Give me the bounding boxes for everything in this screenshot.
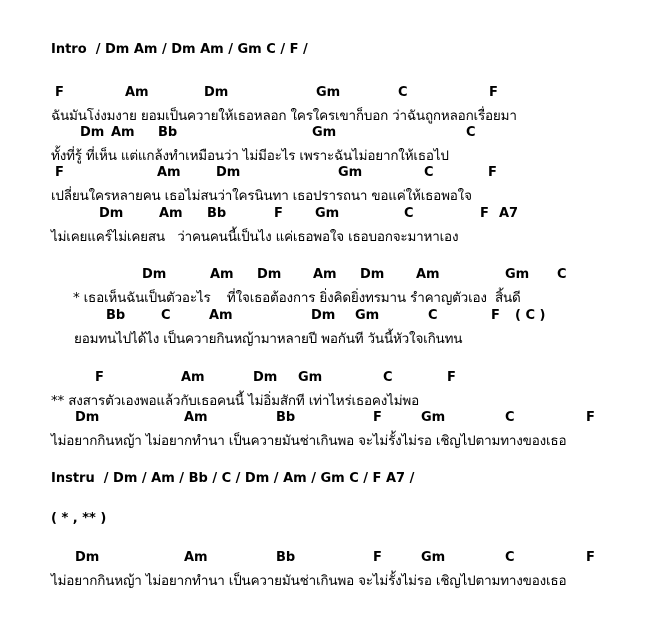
chord: Bb: [158, 125, 178, 140]
lyric-line: ไม่อยากกินหญ้า ไม่อยากทำนา เป็นควายมันช่าเกินพอ จะไม่รั้งไม่รอ เชิญไปตามทางของเธอ: [51, 573, 567, 589]
chord: F: [586, 410, 595, 425]
chord: C: [505, 550, 515, 565]
chord: Dm: [360, 267, 385, 282]
chord: Am: [111, 125, 135, 140]
chord: C: [466, 125, 476, 140]
chord: Dm: [142, 267, 167, 282]
chord: Gm: [315, 206, 340, 221]
chord: F: [55, 165, 64, 180]
chord: F: [55, 85, 64, 100]
lyric-line: ไม่เคยแคร์ไม่เคยสน ว่าคนคนนี้เป็นไง แค่เธอพอใจ เธอบอกจะมาหาเอง: [51, 229, 459, 245]
lyric-line: * เธอเห็นฉันเป็นตัวอะไร ที่ใจเธอต้องการ ยิ่งคิดยิ่งทรมาน รำคาญตัวเอง สิ้นดี: [73, 290, 521, 306]
chord: Am: [157, 165, 181, 180]
chord: Dm: [75, 550, 100, 565]
chord: A7: [499, 206, 519, 221]
chord: Am: [313, 267, 337, 282]
chord: F: [274, 206, 283, 221]
instrumental-line: Instru / Dm / Am / Bb / C / Dm / Am / Gm C / F A7 /: [51, 471, 415, 486]
chord: C: [424, 165, 434, 180]
chord: C: [557, 267, 567, 282]
chord: F: [489, 85, 498, 100]
chord: Dm: [216, 165, 241, 180]
chord: Am: [125, 85, 149, 100]
chord: C: [428, 308, 438, 323]
chord: Gm: [298, 370, 323, 385]
chord: Am: [209, 308, 233, 323]
chord: F: [586, 550, 595, 565]
chord: Am: [210, 267, 234, 282]
chord: F: [373, 410, 382, 425]
chord: Bb: [276, 410, 296, 425]
chord: Dm: [99, 206, 124, 221]
chord: C: [383, 370, 393, 385]
chord: C: [404, 206, 414, 221]
chord: Am: [184, 410, 208, 425]
lyric-line: ฉันมันโง่งมงาย ยอมเป็นควายให้เธอหลอก ใครใครเขาก็บอก ว่าฉันถูกหลอกเรื่อยมา: [51, 108, 517, 124]
lyric-line: เปลี่ยนใครหลายคน เธอไม่สนว่าใครนินทา เธอปรารถนา ขอแค่ให้เธอพอใจ: [51, 188, 472, 204]
chord: Dm: [80, 125, 105, 140]
intro-line: Intro / Dm Am / Dm Am / Gm C / F /: [51, 42, 308, 57]
chord: C: [505, 410, 515, 425]
chord: Gm: [421, 410, 446, 425]
chord: Dm: [253, 370, 278, 385]
lyric-line: ยอมทนไปได้ไง เป็นควายกินหญ้ามาหลายปี พอกันที วันนี้หัวใจเกินทน: [74, 331, 463, 347]
chord: Gm: [505, 267, 530, 282]
chord: C: [398, 85, 408, 100]
chord: F: [491, 308, 500, 323]
chord: ( C ): [515, 308, 546, 323]
chord: F: [447, 370, 456, 385]
lyric-line: ** สงสารตัวเองพอแล้วกับเธอคนนี้ ไม่อิ่มสักที เท่าไหร่เธอคงไม่พอ: [51, 393, 420, 409]
chord: Gm: [355, 308, 380, 323]
chord: C: [161, 308, 171, 323]
chord: Am: [159, 206, 183, 221]
chord: Bb: [207, 206, 227, 221]
chord: Gm: [421, 550, 446, 565]
chord: Gm: [316, 85, 341, 100]
chord: Am: [181, 370, 205, 385]
chord: F: [480, 206, 489, 221]
chord: Am: [416, 267, 440, 282]
repeat-marker: ( * , ** ): [51, 511, 107, 526]
chord: Dm: [204, 85, 229, 100]
chord: Dm: [311, 308, 336, 323]
lyric-line: ไม่อยากกินหญ้า ไม่อยากทำนา เป็นควายมันช่าเกินพอ จะไม่รั้งไม่รอ เชิญไปตามทางของเธอ: [51, 433, 567, 449]
chord: Dm: [75, 410, 100, 425]
chord: Gm: [338, 165, 363, 180]
chord: Bb: [106, 308, 126, 323]
chord: F: [373, 550, 382, 565]
chord: Gm: [312, 125, 337, 140]
chord: F: [95, 370, 104, 385]
chord: Dm: [257, 267, 282, 282]
chord: Bb: [276, 550, 296, 565]
chord: F: [488, 165, 497, 180]
chord: Am: [184, 550, 208, 565]
lyric-line: ทั้งที่รู้ ที่เห็น แต่แกล้งทำเหมือนว่า ไม่มีอะไร เพราะฉันไม่อยากให้เธอไป: [51, 148, 449, 164]
